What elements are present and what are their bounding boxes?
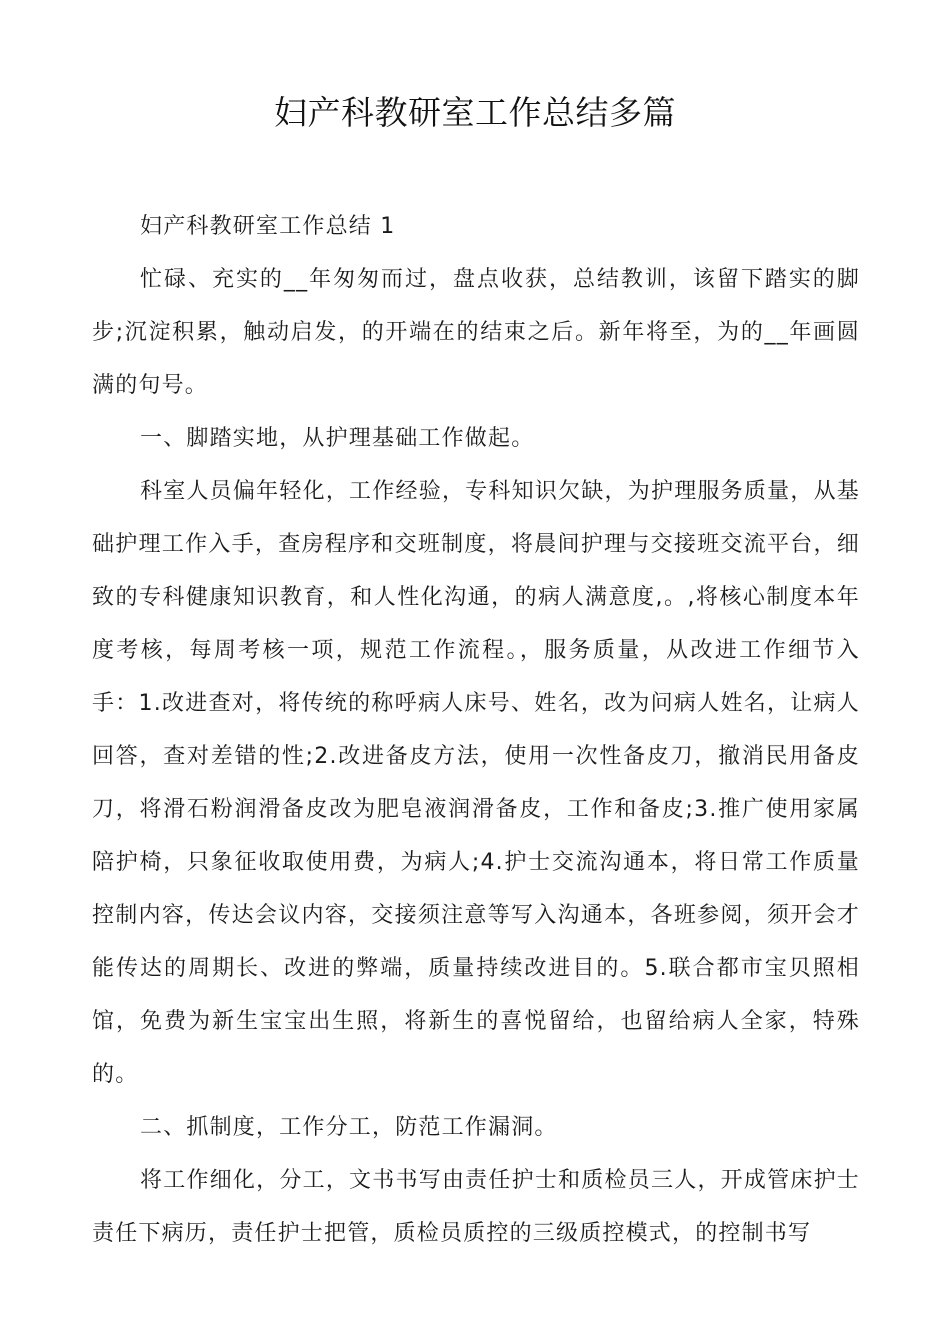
section-heading: 妇产科教研室工作总结 1	[140, 214, 396, 239]
paragraph-body-1: 科室人员偏年轻化，工作经验，专科知识欠缺，为护理服务质量，从基础护理工作入手，查房程序和交班制度，将晨间护理与交接班交流平台，细致的专科健康知识教育，和人性化沟通，的病人满意度,。,将核心制度本年度考核，每周考核一项，规范工作流程。，服务质量，从改进工作细节入手：1.改进查对，将传统的称呼病人床号、姓名，改为问病人姓名，让病人回答，查对差错的性;2.改进备皮方法，使用一次性备皮刀，撤消民用备皮刀，将滑石粉润滑备皮改为肥皂液润滑备皮，工作和备皮;3.推广使用家属陪护椅，只象征收取使用费，为病人;4.护士交流沟通本，将日常工作质量控制内容，传达会议内容，交接须注意等写入沟通本，各班参阅，须开会才能传达的周期长、改进的弊端，质量持续改进目的。5.联合都市宝贝照相馆，免费为新生宝宝出生照，将新生的喜悦留给，也留给病人全家，特殊的。	[92, 479, 860, 1087]
paragraph-heading-1: 一、脚踏实地，从护理基础工作做起。	[140, 426, 535, 451]
paragraph-intro: 忙碌、充实的__年匆匆而过，盘点收获，总结教训，该留下踏实的脚步;沉淀积累，触动启发，的开端在的结束之后。新年将至，为的__年画圆满的句号。	[92, 267, 860, 398]
paragraph-heading-2: 二、抓制度，工作分工，防范工作漏洞。	[140, 1115, 558, 1140]
paragraph-body-2: 将工作细化，分工，文书书写由责任护士和质检员三人，开成管床护士责任下病历，责任护士把管，质检员质控的三级质控模式，的控制书写	[92, 1168, 860, 1246]
document-body	[92, 200, 860, 1260]
document-title: 妇产科教研室工作总结多篇	[274, 93, 676, 132]
